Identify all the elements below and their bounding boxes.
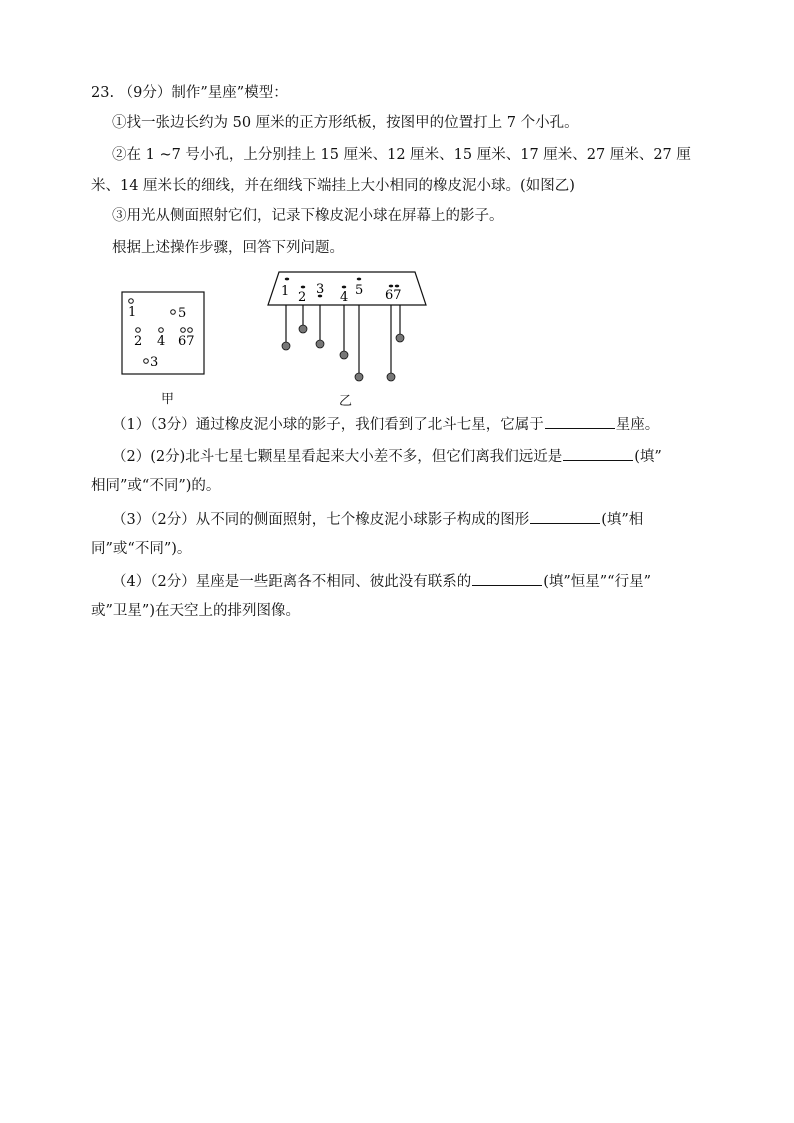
ball-5 <box>355 373 363 381</box>
figure-b-model <box>262 268 432 386</box>
ball-4 <box>340 351 348 359</box>
label-b-5: 5 <box>355 283 364 298</box>
label-1: 1 <box>128 305 137 320</box>
subquestion-3-tail: (填”相 <box>601 512 644 528</box>
hole-7 <box>188 328 193 333</box>
label-5: 5 <box>178 306 187 321</box>
ball-3 <box>316 340 324 348</box>
hole-dot-1 <box>285 278 289 281</box>
subquestion-3-continued: 同”或“不同”)。 <box>91 541 192 557</box>
label-b-2: 2 <box>298 290 307 305</box>
subquestion-2 <box>112 446 662 467</box>
answer-blank-4[interactable] <box>472 571 542 586</box>
hole-dot-6 <box>389 285 393 288</box>
subquestion-4-tail: (填”恒星”“行星” <box>543 574 652 590</box>
hole-6 <box>181 328 186 333</box>
question-header: 23. （9分）制作”星座”模型： <box>91 85 288 101</box>
label-3: 3 <box>150 355 159 370</box>
subquestion-3 <box>112 509 643 530</box>
ball-1 <box>282 342 290 350</box>
subquestion-3-text: （3）（2分）从不同的侧面照射，七个橡皮泥小球影子构成的图形 <box>112 512 530 528</box>
subquestion-1 <box>112 414 659 435</box>
subquestion-4-continued: 或”卫星”)在天空上的排列图像。 <box>91 603 300 619</box>
label-b-67: 67 <box>385 288 402 303</box>
ball-7 <box>396 334 404 342</box>
subquestion-2-tail: (填” <box>634 449 662 465</box>
step-2-continued: 米、14 厘米长的细线，并在细线下端挂上大小相同的橡皮泥小球。(如图乙) <box>91 178 575 194</box>
subquestion-4 <box>112 571 651 592</box>
step-3: ③用光从侧面照射它们，记录下橡皮泥小球在屏幕上的影子。 <box>112 208 504 224</box>
hole-3 <box>144 359 149 364</box>
subquestion-4-text: （4）（2分）星座是一些距离各不相同、彼此没有联系的 <box>112 574 472 590</box>
subquestion-2-continued: 相同”或“不同”)的。 <box>91 478 221 494</box>
subquestion-1-text: （1）（3分）通过橡皮泥小球的影子，我们看到了北斗七星，它属于 <box>112 417 544 433</box>
label-67: 67 <box>178 334 195 349</box>
step-1: ①找一张边长约为 50 厘米的正方形纸板，按图甲的位置打上 7 个小孔。 <box>112 115 579 131</box>
subquestion-1-tail: 星座。 <box>615 417 660 433</box>
label-b-3: 3 <box>316 282 325 297</box>
hole-2 <box>136 328 141 333</box>
step-2: ②在 1 ~7 号小孔，上分别挂上 15 厘米、12 厘米、15 厘米、17 厘米、27 厘米、27 厘 <box>112 147 691 163</box>
hole-1 <box>129 299 134 304</box>
ball-2 <box>299 325 307 333</box>
answer-blank-3[interactable] <box>530 509 600 524</box>
answer-blank-2[interactable] <box>563 446 633 461</box>
label-b-1: 1 <box>281 284 290 299</box>
subquestion-2-text: （2）(2分)北斗七星七颗星星看起来大小差不多，但它们离我们远近是 <box>112 449 563 465</box>
hole-dot-7 <box>395 285 399 288</box>
hole-dot-2 <box>301 286 305 289</box>
label-4: 4 <box>157 334 166 349</box>
label-b-4: 4 <box>340 290 349 305</box>
label-2: 2 <box>134 334 143 349</box>
hole-dot-5 <box>357 278 361 281</box>
hole-dot-4 <box>342 286 346 289</box>
answer-blank-1[interactable] <box>545 414 615 429</box>
instruction: 根据上述操作步骤，回答下列问题。 <box>112 240 344 256</box>
hole-5 <box>171 310 176 315</box>
figure-b-caption: 乙 <box>339 394 353 409</box>
figure-a-caption: 甲 <box>161 392 175 407</box>
figure-a-board <box>118 288 208 378</box>
hole-4 <box>159 328 164 333</box>
ball-6 <box>387 373 395 381</box>
